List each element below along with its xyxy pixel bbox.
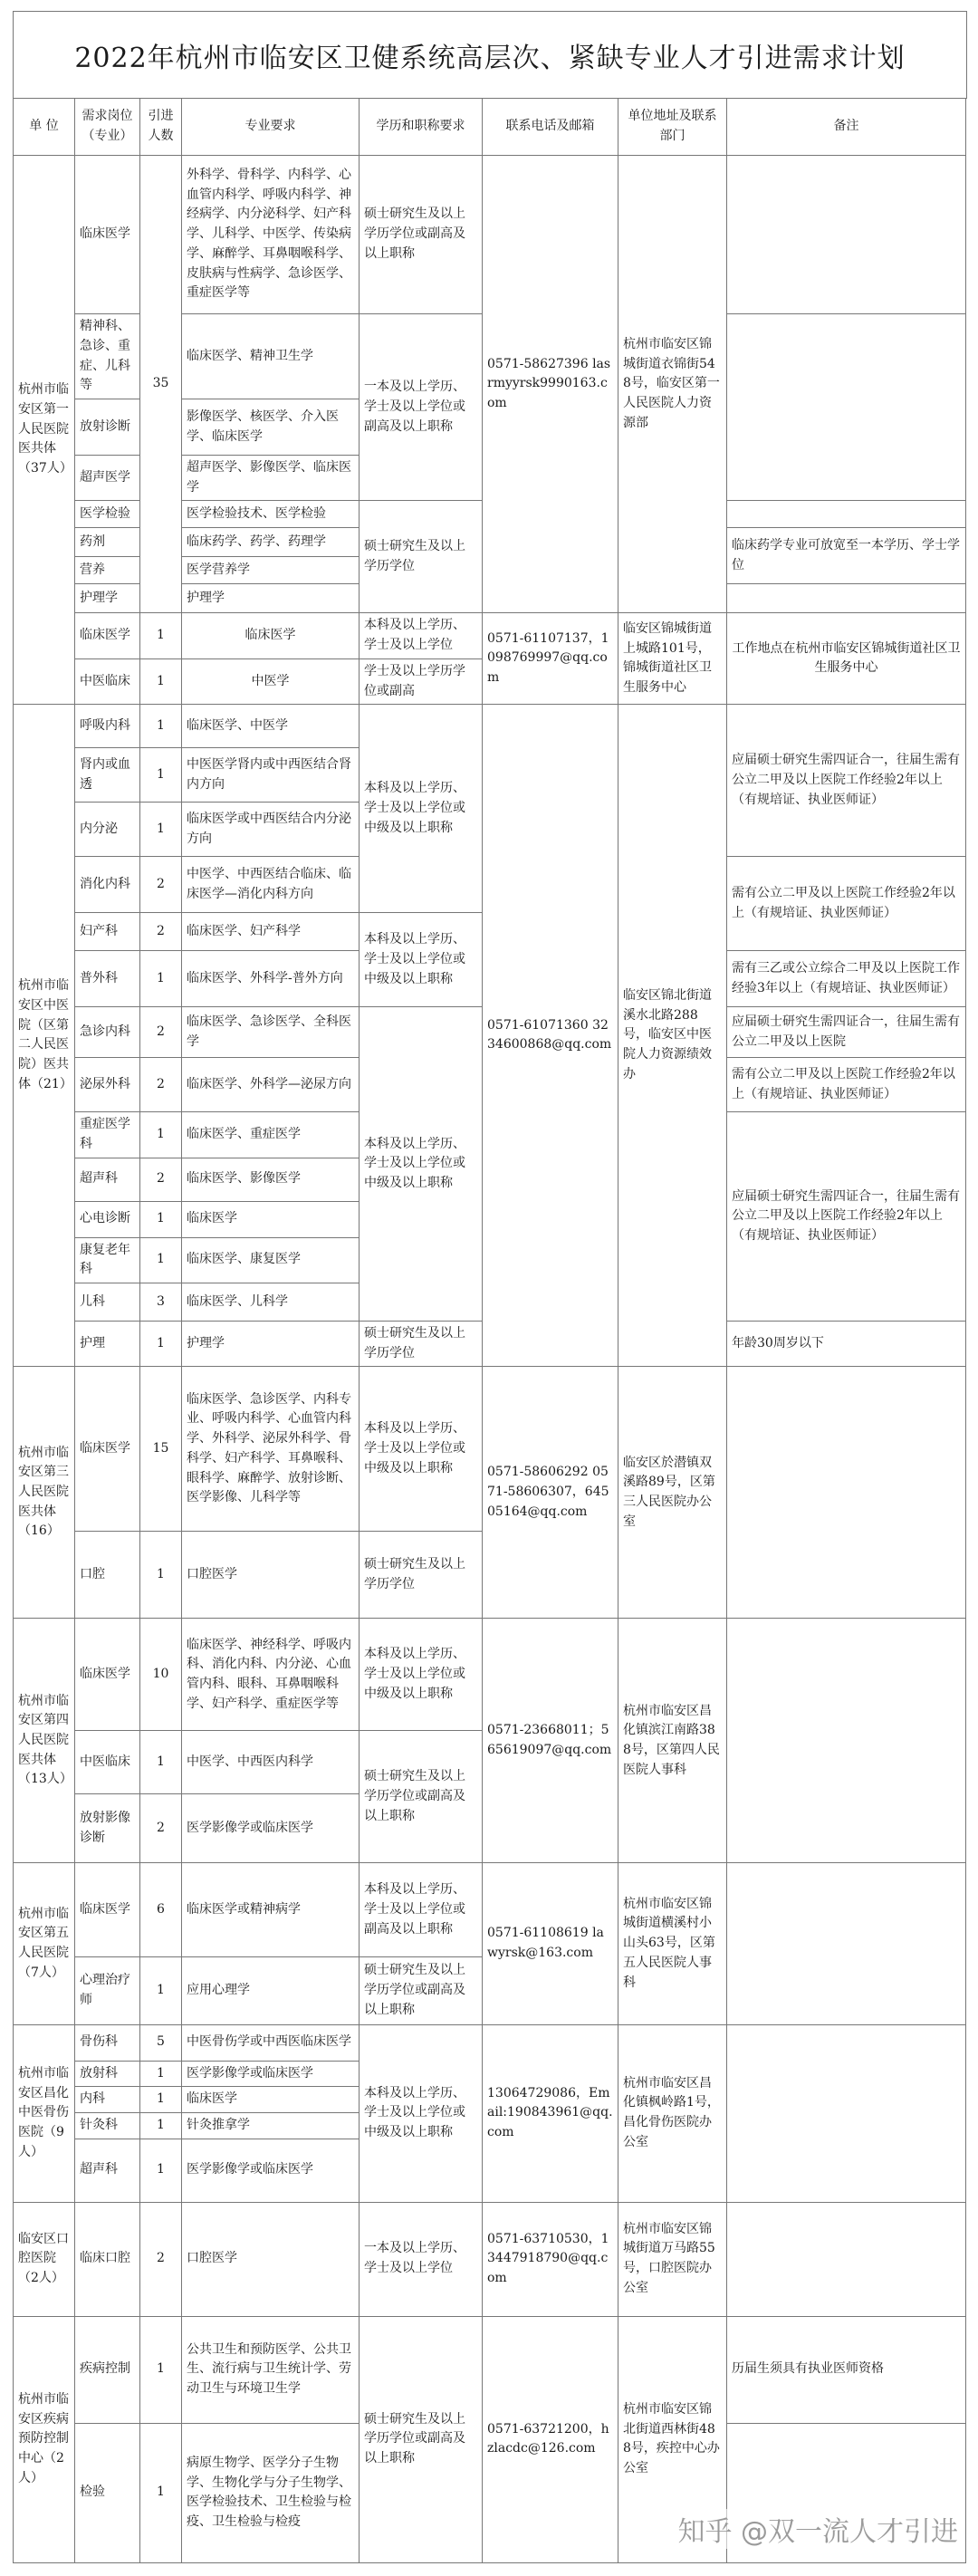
position-cell: 泌尿外科 xyxy=(75,1058,140,1112)
major-cell: 护理学 xyxy=(182,1321,360,1366)
count-cell: 1 xyxy=(140,2087,182,2113)
count-cell: 1 xyxy=(140,2316,182,2423)
position-cell: 临床医学 xyxy=(75,1619,140,1731)
position-cell: 妇产科 xyxy=(75,913,140,951)
major-cell: 中医学、中西医结合临床、临床医学—消化内科方向 xyxy=(182,857,360,913)
table-row xyxy=(14,2202,966,2316)
major-cell: 医学检验技术、医学检验 xyxy=(182,501,360,528)
major-cell: 临床药学、药学、药理学 xyxy=(182,528,360,557)
count-cell: 1 xyxy=(140,1321,182,1366)
major-cell: 病原生物学、医学分子生物学、生物化学与分子生物学、医学检验技术、卫生检验与检疫、卫生检验与检疫 xyxy=(182,2423,360,2562)
address-cell: 临安区於潜镇双溪路89号，区第三人民医院办公室 xyxy=(618,1367,727,1619)
address-cell: 临安区锦北街道溪水北路288号，临安区中医院人力资源绩效办 xyxy=(618,705,727,1367)
count-cell: 1 xyxy=(140,951,182,1007)
unit-name: 杭州市临安区第五人民医院（7人） xyxy=(14,1863,75,2024)
unit-name: 杭州市临安区昌化中医骨伤医院（9人） xyxy=(14,2024,75,2202)
remark-cell xyxy=(727,1619,966,1863)
edu-cell: 一本及以上学历、学士及以上学位 xyxy=(360,2202,483,2316)
count-cell: 2 xyxy=(140,1794,182,1863)
address-cell: 临安区锦城街道上城路101号，锦城街道社区卫生服务中心 xyxy=(618,613,727,705)
remark-cell xyxy=(727,584,966,613)
edu-cell: 本科及以上学历、学士及以上学位或中级及以上职称 xyxy=(360,705,483,913)
unit-name: 临安区口腔医院（2人） xyxy=(14,2202,75,2316)
recruitment-table xyxy=(13,98,966,2563)
position-cell: 临床医学 xyxy=(75,156,140,314)
position-cell: 检验 xyxy=(75,2423,140,2562)
remark-cell xyxy=(727,1367,966,1619)
address-cell: 杭州市临安区锦北街道西林街488号，疾控中心办公室 xyxy=(618,2316,727,2562)
major-cell: 临床医学、影像医学 xyxy=(182,1158,360,1201)
count-cell: 2 xyxy=(140,1007,182,1058)
table-row xyxy=(14,1863,966,1957)
unit-name: 杭州市临安区第四人民医院医共体（13人） xyxy=(14,1619,75,1863)
major-cell: 临床医学或精神病学 xyxy=(182,1863,360,1957)
count-cell: 10 xyxy=(140,1619,182,1731)
major-cell: 临床医学、急诊医学、全科医学 xyxy=(182,1007,360,1058)
edu-cell: 本科及以上学历、学士及以上学位 xyxy=(360,613,483,658)
header-count: 引进人数 xyxy=(140,99,182,156)
major-cell: 口腔医学 xyxy=(182,1532,360,1619)
remark-cell: 应届硕士研究生需四证合一，往届生需有公立二甲及以上医院工作经验2年以上（有规培证、执业医师证） xyxy=(727,1112,966,1322)
count-cell: 3 xyxy=(140,1283,182,1321)
table-row xyxy=(14,2316,966,2423)
edu-cell: 本科及以上学历、学士及以上学位或中级及以上职称 xyxy=(360,1367,483,1532)
edu-cell: 本科及以上学历、学士及以上学位或中级及以上职称 xyxy=(360,1007,483,1322)
contact-cell: 0571-63710530，13447918790@qq.com xyxy=(483,2202,618,2316)
remark-cell xyxy=(727,314,966,501)
major-cell: 临床医学、外科学—泌尿方向 xyxy=(182,1058,360,1112)
edu-cell: 硕士研究生及以上学历学位或副高及以上职称 xyxy=(360,2316,483,2562)
count-cell: 2 xyxy=(140,913,182,951)
contact-cell: 0571-61107137，1098769997@qq.com xyxy=(483,613,618,705)
contact-cell: 0571-58606292 0571-58606307，64505164@qq.com xyxy=(483,1367,618,1619)
position-cell: 急诊内科 xyxy=(75,1007,140,1058)
major-cell: 临床医学、重症医学 xyxy=(182,1112,360,1158)
count-cell: 5 xyxy=(140,2024,182,2061)
major-cell: 中医学、中西医内科学 xyxy=(182,1731,360,1794)
position-cell: 营养 xyxy=(75,557,140,584)
edu-cell: 硕士研究生及以上学历学位或副高及以上职称 xyxy=(360,156,483,314)
major-cell: 临床医学 xyxy=(182,2087,360,2113)
count-cell: 1 xyxy=(140,1237,182,1283)
position-cell: 临床医学 xyxy=(75,1863,140,1957)
header-edu: 学历和职称要求 xyxy=(360,99,483,156)
remark-cell: 需有公立二甲及以上医院工作经验2年以上（有规培证、执业医师证） xyxy=(727,857,966,951)
count-cell: 1 xyxy=(140,748,182,803)
major-cell: 影像医学、核医学、介入医学、临床医学 xyxy=(182,399,360,456)
address-cell: 杭州市临安区昌化镇枫岭路1号，昌化骨伤医院办公室 xyxy=(618,2024,727,2202)
header-remarks: 备注 xyxy=(727,99,966,156)
header-address: 单位地址及联系部门 xyxy=(618,99,727,156)
count-cell: 1 xyxy=(140,2423,182,2562)
major-cell: 中医骨伤学或中西医临床医学 xyxy=(182,2024,360,2061)
count-cell: 2 xyxy=(140,2202,182,2316)
count-cell: 6 xyxy=(140,1863,182,1957)
remark-cell: 应届硕士研究生需四证合一，往届生需有公立二甲及以上医院 xyxy=(727,1007,966,1058)
position-cell: 护理 xyxy=(75,1321,140,1366)
major-cell: 临床医学、急诊医学、内科专业、呼吸内科学、心血管内科学、外科学、泌尿外科学、骨科学、妇产科学、耳鼻喉科、眼科学、麻醉学、放射诊断、医学影像、儿科学等 xyxy=(182,1367,360,1532)
count-cell: 1 xyxy=(140,1201,182,1237)
count-cell: 1 xyxy=(140,2061,182,2087)
major-cell: 临床医学、康复医学 xyxy=(182,1237,360,1283)
contact-cell: 0571-61108619 lawyrsk@163.com xyxy=(483,1863,618,2024)
count-cell: 1 xyxy=(140,658,182,704)
major-cell: 外科学、骨科学、内科学、心血管内科学、呼吸内科学、神经病学、内分泌科学、妇产科学、儿科学、中医学、传染病学、麻醉学、耳鼻咽喉科学、皮肤病与性病学、急诊医学、重症医学等 xyxy=(182,156,360,314)
major-cell: 临床医学 xyxy=(182,613,360,658)
position-cell: 康复老年科 xyxy=(75,1237,140,1283)
major-cell: 中医医学肾内或中西医结合肾内方向 xyxy=(182,748,360,803)
remark-cell: 工作地点在杭州市临安区锦城街道社区卫生服务中心 xyxy=(727,613,966,705)
address-cell: 杭州市临安区锦城街道横溪村小山头63号，区第五人民医院人事科 xyxy=(618,1863,727,2024)
table-header-row xyxy=(14,99,966,156)
major-cell: 临床医学、精神卫生学 xyxy=(182,314,360,399)
position-cell: 放射影像诊断 xyxy=(75,1794,140,1863)
major-cell: 临床医学或中西医结合内分泌方向 xyxy=(182,803,360,857)
major-cell: 临床医学、中医学 xyxy=(182,705,360,748)
major-cell: 应用心理学 xyxy=(182,1957,360,2024)
remark-cell: 年龄30周岁以下 xyxy=(727,1321,966,1366)
count-cell: 15 xyxy=(140,1367,182,1532)
count-cell: 1 xyxy=(140,2112,182,2139)
remark-cell xyxy=(727,156,966,314)
remark-cell: 应届硕士研究生需四证合一，往届生需有公立二甲及以上医院工作经验2年以上（有规培证、执业医师证） xyxy=(727,705,966,857)
edu-cell: 本科及以上学历、学士及以上学位或中级及以上职称 xyxy=(360,2024,483,2202)
position-cell: 口腔 xyxy=(75,1532,140,1619)
major-cell: 医学营养学 xyxy=(182,557,360,584)
major-cell: 公共卫生和预防医学、公共卫生、流行病与卫生统计学、劳动卫生与环境卫生学 xyxy=(182,2316,360,2423)
address-cell: 杭州市临安区锦城街道万马路55号，口腔医院办公室 xyxy=(618,2202,727,2316)
remark-cell: 历届生须具有执业医师资格 xyxy=(727,2316,966,2423)
position-cell: 医学检验 xyxy=(75,501,140,528)
edu-cell: 硕士研究生及以上学历学位 xyxy=(360,1532,483,1619)
position-cell: 临床医学 xyxy=(75,1367,140,1532)
edu-cell: 硕士研究生及以上学历学位 xyxy=(360,1321,483,1366)
address-cell: 杭州市临安区锦城街道衣锦街548号，临安区第一人民医院人力资源部 xyxy=(618,156,727,613)
position-cell: 中医临床 xyxy=(75,1731,140,1794)
major-cell: 临床医学、外科学-普外方向 xyxy=(182,951,360,1007)
major-cell: 医学影像学或临床医学 xyxy=(182,2061,360,2087)
position-cell: 心电诊断 xyxy=(75,1201,140,1237)
major-cell: 口腔医学 xyxy=(182,2202,360,2316)
edu-cell: 学士及以上学历学位或副高 xyxy=(360,658,483,704)
count-cell: 1 xyxy=(140,1957,182,2024)
contact-cell: 13064729086，Email:190843961@qq.com xyxy=(483,2024,618,2202)
major-cell: 护理学 xyxy=(182,584,360,613)
position-cell: 骨伤科 xyxy=(75,2024,140,2061)
count-cell: 1 xyxy=(140,613,182,658)
major-cell: 临床医学、神经科学、呼吸内科、消化内科、内分泌、心血管内科、眼科、耳鼻咽喉科学、妇产科学、重症医学等 xyxy=(182,1619,360,1731)
major-cell: 中医学 xyxy=(182,658,360,704)
address-cell: 杭州市临安区昌化镇滨江南路388号，区第四人民医院人事科 xyxy=(618,1619,727,1863)
edu-cell: 硕士研究生及以上学历学位或副高及以上职称 xyxy=(360,1957,483,2024)
table-row xyxy=(14,1619,966,1731)
remark-cell: 需有公立二甲及以上医院工作经验2年以上（有规培证、执业医师证） xyxy=(727,1058,966,1112)
count-cell: 35 xyxy=(140,156,182,613)
position-cell: 内分泌 xyxy=(75,803,140,857)
count-cell: 1 xyxy=(140,1112,182,1158)
contact-cell: 0571-63721200，hzlacdc@126.com xyxy=(483,2316,618,2562)
major-cell: 医学影像学或临床医学 xyxy=(182,2139,360,2202)
position-cell: 放射科 xyxy=(75,2061,140,2087)
major-cell: 超声医学、影像医学、临床医学 xyxy=(182,456,360,501)
position-cell: 临床医学 xyxy=(75,613,140,658)
position-cell: 放射诊断 xyxy=(75,399,140,456)
major-cell: 医学影像学或临床医学 xyxy=(182,1794,360,1863)
position-cell: 内科 xyxy=(75,2087,140,2113)
position-cell: 针灸科 xyxy=(75,2112,140,2139)
header-major: 专业要求 xyxy=(182,99,360,156)
contact-cell: 0571-61071360 3234600868@qq.com xyxy=(483,705,618,1367)
major-cell: 临床医学、妇产科学 xyxy=(182,913,360,951)
remark-cell: 临床药学专业可放宽至一本学历、学士学位 xyxy=(727,528,966,584)
position-cell: 药剂 xyxy=(75,528,140,557)
edu-cell: 本科及以上学历、学士及以上学位或中级及以上职称 xyxy=(360,913,483,1007)
edu-cell: 一本及以上学历、学士及以上学位或副高及以上职称 xyxy=(360,314,483,501)
position-cell: 普外科 xyxy=(75,951,140,1007)
position-cell: 儿科 xyxy=(75,1283,140,1321)
position-cell: 重症医学科 xyxy=(75,1112,140,1158)
position-cell: 护理学 xyxy=(75,584,140,613)
unit-name: 杭州市临安区第三人民医院医共体（16） xyxy=(14,1367,75,1619)
remark-cell xyxy=(727,2024,966,2202)
position-cell: 心理治疗师 xyxy=(75,1957,140,2024)
position-cell: 消化内科 xyxy=(75,857,140,913)
count-cell: 2 xyxy=(140,857,182,913)
edu-cell: 硕士研究生及以上学历学位或副高及以上职称 xyxy=(360,1731,483,1863)
major-cell: 临床医学 xyxy=(182,1201,360,1237)
table-row xyxy=(14,1367,966,1532)
major-cell: 临床医学、儿科学 xyxy=(182,1283,360,1321)
position-cell: 肾内或血透 xyxy=(75,748,140,803)
table-row xyxy=(14,156,966,314)
position-cell: 精神科、急诊、重症、儿科等 xyxy=(75,314,140,399)
remark-cell xyxy=(727,1863,966,2024)
page-title: 2022年杭州市临安区卫健系统高层次、紧缺专业人才引进需求计划 xyxy=(13,11,967,99)
table-row xyxy=(14,2024,966,2061)
position-cell: 疾病控制 xyxy=(75,2316,140,2423)
position-cell: 超声科 xyxy=(75,1158,140,1201)
position-cell: 临床口腔 xyxy=(75,2202,140,2316)
contact-cell: 0571-23668011；565619097@qq.com xyxy=(483,1619,618,1863)
unit-name: 杭州市临安区中医院（区第二人民医院）医共体（21） xyxy=(14,705,75,1367)
position-cell: 超声医学 xyxy=(75,456,140,501)
header-contact: 联系电话及邮箱 xyxy=(483,99,618,156)
count-cell: 1 xyxy=(140,803,182,857)
unit-name: 杭州市临安区疾病预防控制中心（2人） xyxy=(14,2316,75,2562)
edu-cell: 本科及以上学历、学士及以上学位或中级及以上职称 xyxy=(360,1619,483,1731)
header-unit: 单 位 xyxy=(14,99,75,156)
position-cell: 超声科 xyxy=(75,2139,140,2202)
unit-name: 杭州市临安区第一人民医院医共体（37人） xyxy=(14,156,75,705)
count-cell: 2 xyxy=(140,1058,182,1112)
contact-cell: 0571-58627396 lasrmyyrsk9990163.com xyxy=(483,156,618,613)
count-cell: 1 xyxy=(140,1731,182,1794)
count-cell: 1 xyxy=(140,2139,182,2202)
edu-cell: 硕士研究生及以上学历学位 xyxy=(360,501,483,613)
major-cell: 针灸推拿学 xyxy=(182,2112,360,2139)
count-cell: 1 xyxy=(140,1532,182,1619)
count-cell: 2 xyxy=(140,1158,182,1201)
watermark-text: 知乎 @双一流人才引进 xyxy=(677,2509,958,2549)
header-position: 需求岗位（专业） xyxy=(75,99,140,156)
table-row xyxy=(14,613,966,658)
table-row xyxy=(14,705,966,748)
position-cell: 呼吸内科 xyxy=(75,705,140,748)
position-cell: 中医临床 xyxy=(75,658,140,704)
count-cell: 1 xyxy=(140,705,182,748)
remark-cell xyxy=(727,2202,966,2316)
remark-cell xyxy=(727,501,966,528)
edu-cell: 本科及以上学历、学士及以上学位或副高及以上职称 xyxy=(360,1863,483,1957)
remark-cell: 需有三乙或公立综合二甲及以上医院工作经验3年以上（有规培证、执业医师证） xyxy=(727,951,966,1007)
